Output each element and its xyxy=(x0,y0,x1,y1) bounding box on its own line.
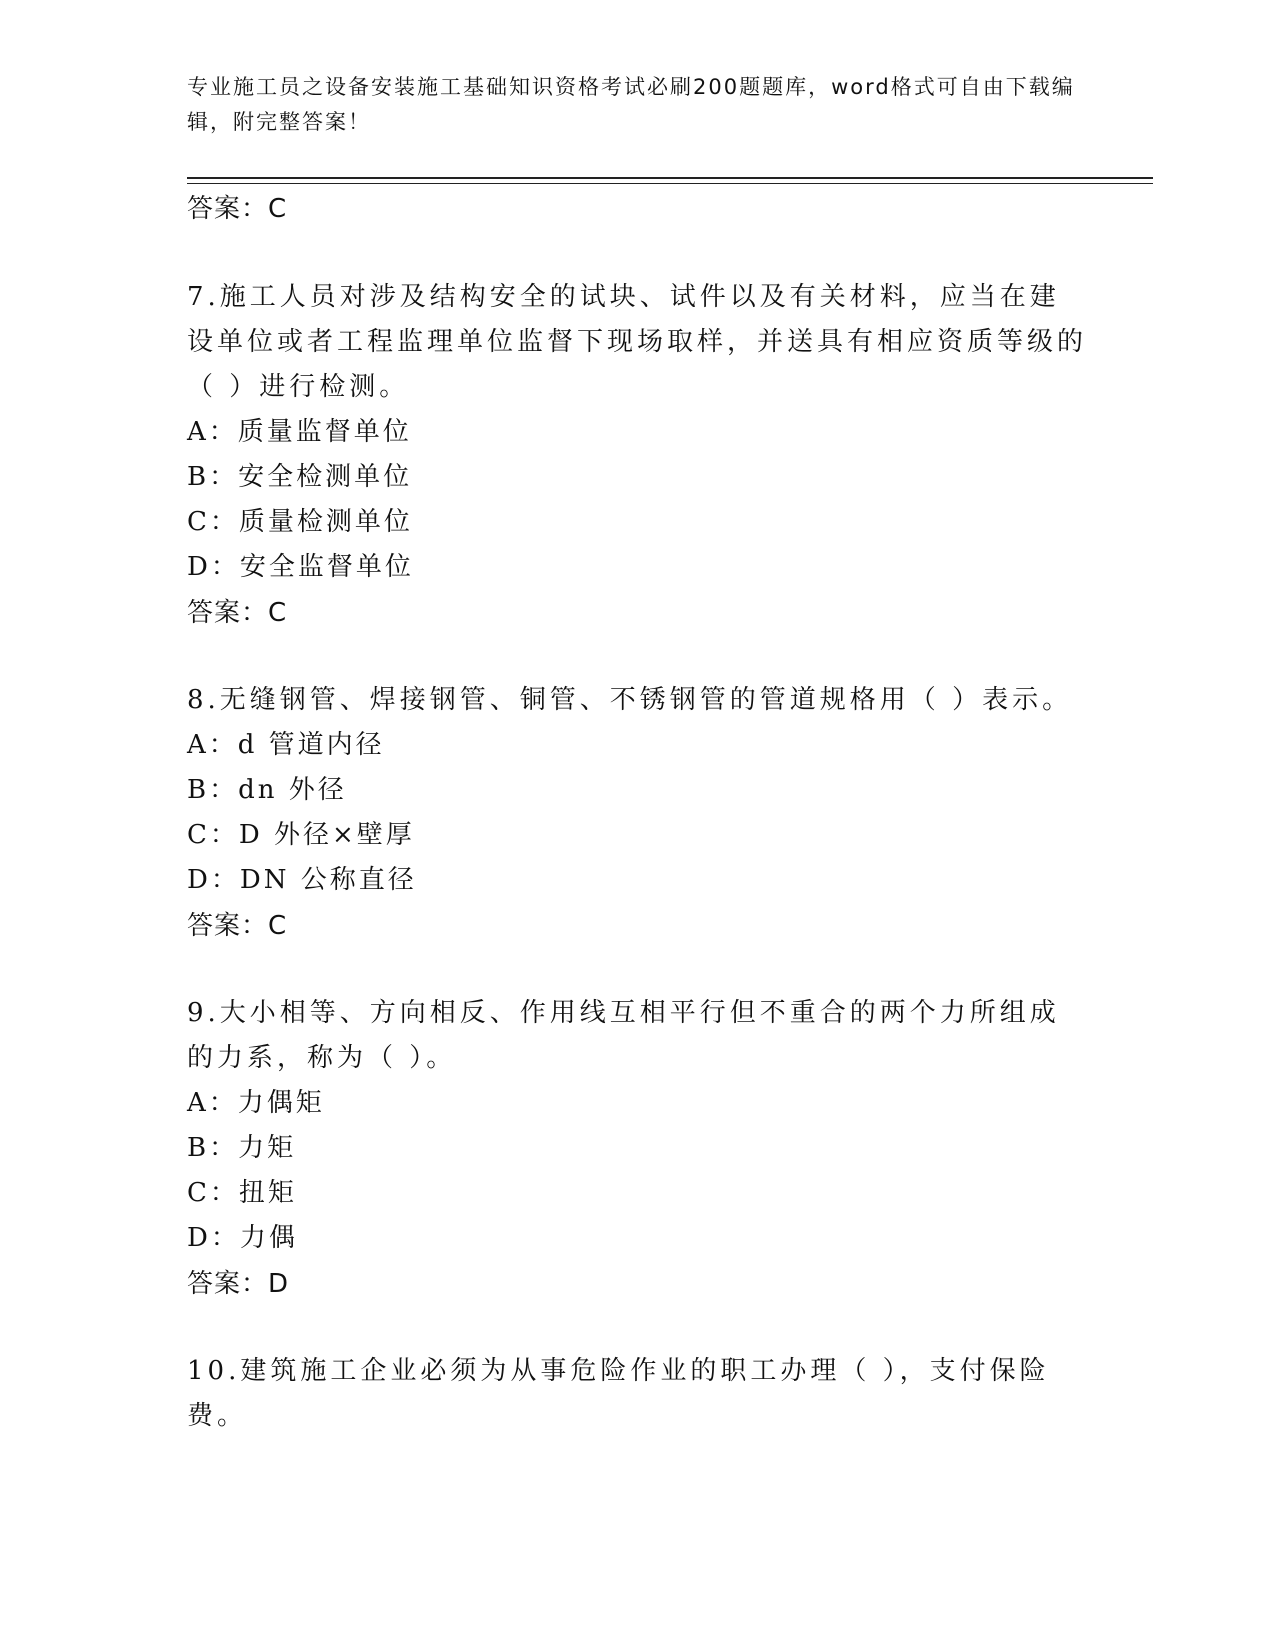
header-divider-thick xyxy=(187,177,1153,179)
document-header xyxy=(187,70,1087,140)
question-list xyxy=(187,186,1087,1480)
question-block-8 xyxy=(187,678,1087,950)
option-d: D：DN 公称直径 xyxy=(187,865,417,895)
document-title: 专业施工员之设备安装施工基础知识资格考试必刷200题题库，word格式可自由下载编辑，附完整答案！ xyxy=(187,75,1075,134)
question-block-10 xyxy=(187,1349,1087,1439)
option-c: C：扭矩 xyxy=(187,1178,297,1208)
answer-line: 答案：C xyxy=(187,598,288,628)
option-b: B：力矩 xyxy=(187,1133,297,1163)
option-list xyxy=(187,1081,1087,1261)
header-divider-thin xyxy=(187,183,1153,184)
option-a: A：力偶矩 xyxy=(187,1088,325,1118)
answer-line: 答案：C xyxy=(187,194,288,224)
option-d: D：安全监督单位 xyxy=(187,552,414,582)
option-list xyxy=(187,723,1087,903)
option-c: C：质量检测单位 xyxy=(187,507,413,537)
question-block-7 xyxy=(187,275,1087,637)
question-text: 9.大小相等、方向相反、作用线互相平行但不重合的两个力所组成的力系，称为（ ）。 xyxy=(187,998,1060,1073)
question-text: 10.建筑施工企业必须为从事危险作业的职工办理（ ），支付保险费。 xyxy=(187,1356,1050,1431)
option-b: B：dn 外径 xyxy=(187,775,347,805)
answer-line: 答案：C xyxy=(187,911,288,941)
question-block-9 xyxy=(187,991,1087,1308)
question-text: 8.无缝钢管、焊接钢管、铜管、不锈钢管的管道规格用（ ）表示。 xyxy=(187,685,1073,715)
answer-line: 答案：D xyxy=(187,1269,290,1299)
option-a: A：d 管道内径 xyxy=(187,730,385,760)
option-c: C：D 外径×壁厚 xyxy=(187,820,415,850)
option-b: B：安全检测单位 xyxy=(187,462,413,492)
option-d: D：力偶 xyxy=(187,1223,298,1253)
option-list xyxy=(187,410,1087,590)
question-text: 7.施工人员对涉及结构安全的试块、试件以及有关材料，应当在建设单位或者工程监理单位监督下现场取样，并送具有相应资质等级的（ ）进行检测。 xyxy=(187,282,1088,402)
option-a: A：质量监督单位 xyxy=(187,417,412,447)
